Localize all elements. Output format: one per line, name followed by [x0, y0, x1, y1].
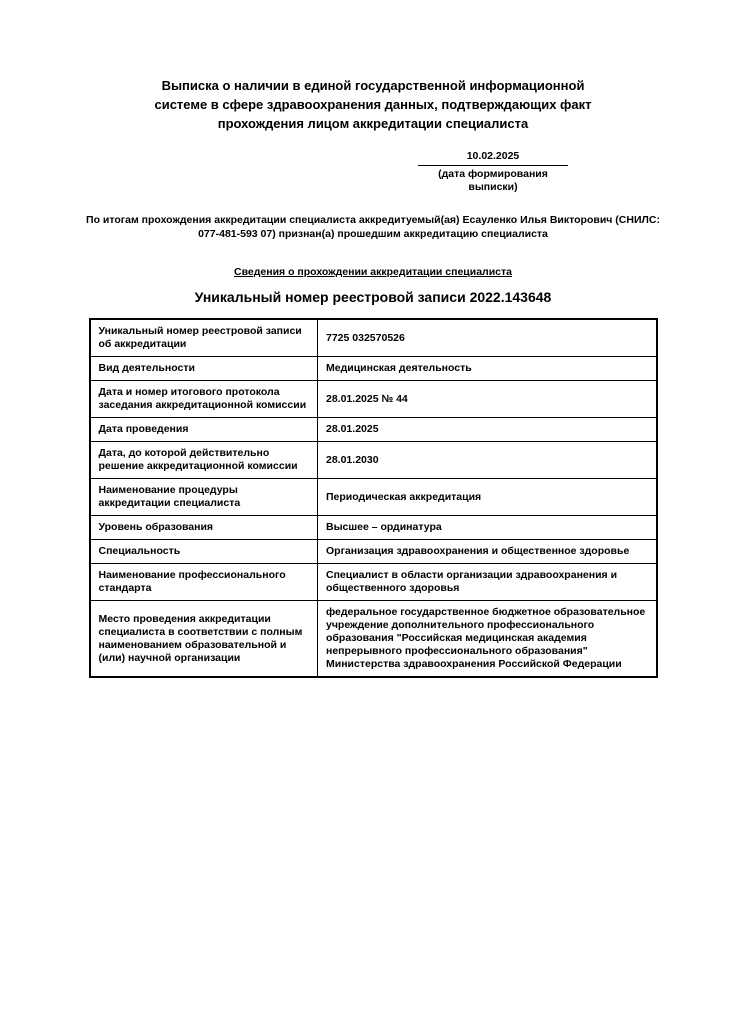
table-row	[90, 418, 657, 442]
table-row	[90, 540, 657, 564]
table-row	[90, 564, 657, 601]
table-row	[90, 516, 657, 540]
accreditation-table	[89, 318, 658, 678]
table-row	[90, 442, 657, 479]
row-label: Наименование профессионального стандарта	[90, 564, 318, 601]
document-title-line: системе в сфере здравоохранения данных, подтверждающих факт	[154, 97, 592, 112]
section-heading: Сведения о прохождении аккредитации специалиста	[234, 266, 512, 278]
intro-paragraph: По итогам прохождения аккредитации специалиста аккредитуемый(ая) Есауленко Илья Викторович (СНИЛС: 077-481-593 07) признан(а) прошедшим аккредитацию специалиста	[86, 214, 660, 240]
row-label: Уровень образования	[90, 516, 318, 540]
row-label: Специальность	[90, 540, 318, 564]
row-value: Организация здравоохранения и общественное здоровье	[318, 540, 657, 564]
table-row	[90, 319, 657, 357]
row-label: Дата проведения	[90, 418, 318, 442]
document-title-line: Выписка о наличии в единой государственной информационной	[161, 78, 585, 93]
row-label: Место проведения аккредитации специалиста в соответствии с полным наименованием образовательной и (или) научной организации	[90, 601, 318, 678]
row-label: Дата и номер итогового протокола заседания аккредитационной комиссии	[90, 381, 318, 418]
row-value: федеральное государственное бюджетное образовательное учреждение дополнительного профессионального образования "Российская медицинская академия непрерывного профессионального образования" Министерства здравоохранения Российской Федерации	[318, 601, 657, 678]
row-label: Дата, до которой действительно решение аккредитационной комиссии	[90, 442, 318, 479]
table-row	[90, 357, 657, 381]
row-label: Вид деятельности	[90, 357, 318, 381]
issue-date: 10.02.2025	[418, 150, 568, 166]
issue-date-caption: (дата формирования выписки)	[438, 168, 548, 193]
row-value: Высшее – ординатура	[318, 516, 657, 540]
table-row	[90, 601, 657, 678]
document-title	[0, 76, 746, 133]
table-row	[90, 479, 657, 516]
row-label: Уникальный номер реестровой записи об аккредитации	[90, 319, 318, 357]
row-value: 7725 032570526	[318, 319, 657, 357]
row-value: 28.01.2025 № 44	[318, 381, 657, 418]
row-value: Медицинская деятельность	[318, 357, 657, 381]
row-label: Наименование процедуры аккредитации специалиста	[90, 479, 318, 516]
table-row	[90, 381, 657, 418]
row-value: 28.01.2025	[318, 418, 657, 442]
issue-date-block	[418, 150, 568, 194]
document-title-line: прохождения лицом аккредитации специалиста	[217, 116, 529, 131]
row-value: Периодическая аккредитация	[318, 479, 657, 516]
row-value: 28.01.2030	[318, 442, 657, 479]
row-value: Специалист в области организации здравоохранения и общественного здоровья	[318, 564, 657, 601]
registry-number-heading: Уникальный номер реестровой записи 2022.143648	[194, 289, 552, 305]
